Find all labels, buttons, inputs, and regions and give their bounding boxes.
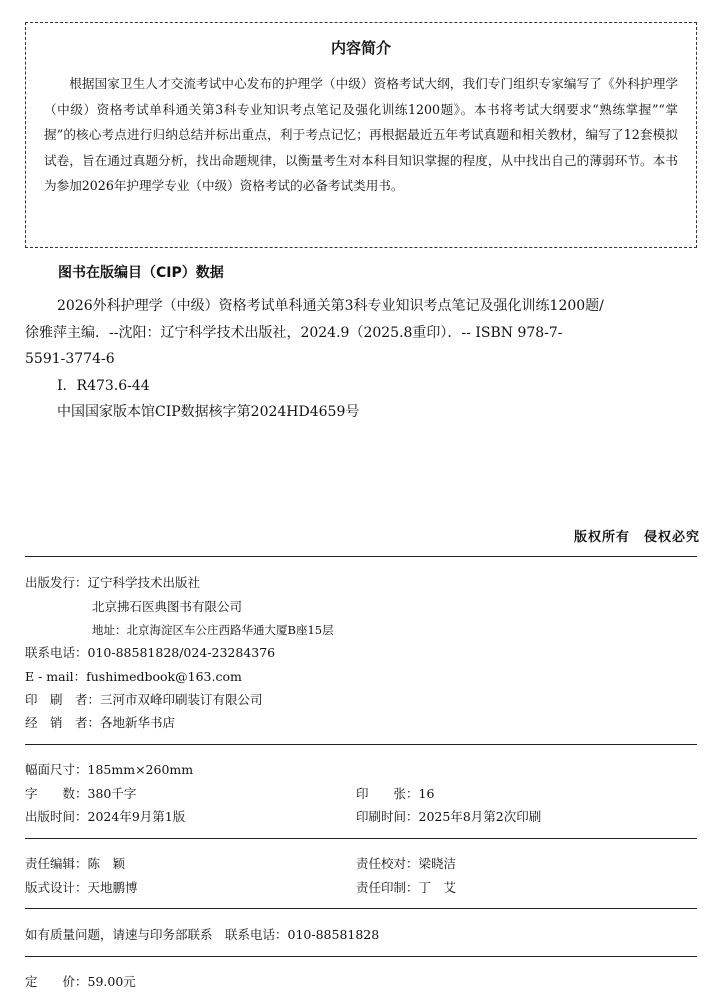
publisher-value: 辽宁科学技术出版社 bbox=[87, 575, 201, 590]
proof-label: 责任校对： bbox=[356, 856, 419, 871]
cip-line-4: Ⅰ．R473.6-44 bbox=[57, 377, 150, 394]
publisher-address: 地址：北京海淀区车公庄西路华通大厦B座15层 bbox=[92, 623, 334, 637]
divider bbox=[25, 908, 697, 909]
distributor-value: 各地新华书店 bbox=[100, 715, 176, 730]
words-row bbox=[25, 784, 136, 802]
copyright-notice: 版权所有 侵权必究 bbox=[573, 530, 700, 545]
summary-title: 内容简介 bbox=[330, 39, 391, 57]
phone-value: 010-88581828/024-23284376 bbox=[87, 645, 276, 660]
quality-notice: 如有质量问题，请速与印务部联系 联系电话：010-88581828 bbox=[25, 927, 380, 942]
cip-line-5: 中国国家版本馆CIP数据核字第2024HD4659号 bbox=[57, 404, 360, 420]
email-value: fushimedbook@163.com bbox=[86, 669, 242, 684]
distributor-row bbox=[25, 713, 175, 731]
divider bbox=[25, 744, 697, 745]
email-label: E - mail： bbox=[25, 669, 87, 684]
divider bbox=[25, 556, 697, 557]
printer-row bbox=[25, 690, 263, 708]
design-value: 天地鹏博 bbox=[87, 880, 138, 895]
cip-line-3: 5591-3774-6 bbox=[25, 351, 115, 367]
editor-row bbox=[25, 854, 125, 872]
print-resp-label: 责任印制： bbox=[356, 880, 419, 895]
printer-label: 印 刷 者： bbox=[25, 692, 101, 707]
divider bbox=[25, 956, 697, 957]
summary-text: 根据国家卫生人才交流考试中心发布的护理学（中级）资格考试大纲，我们专门组织专家编写了《外科护理学（中级）资格考试单科通关第3科专业知识考点笔记及强化训练1200题》。本书将考试大纲要求“熟练掌握”“掌握”的核心考点进行归纳总结并标出重点，利于考点记忆；再根据最近五年考试真题和相关教材，编写了12套模拟试卷，旨在通过真题分析，找出命题规律，以衡量考生对本科目知识掌握的程度，从中找出自己的薄弱环节。本书为参加2026年护理学专业（中级）资格考试的必备考试类用书。 bbox=[44, 76, 678, 193]
size-value: 185mm×260mm bbox=[87, 762, 194, 777]
print-resp-value: 丁 艾 bbox=[418, 880, 457, 895]
proof-row bbox=[356, 854, 456, 872]
design-label: 版式设计： bbox=[25, 880, 88, 895]
editor-label: 责任编辑： bbox=[25, 856, 88, 871]
publisher-label: 出版发行： bbox=[25, 575, 88, 590]
phone-label: 联系电话： bbox=[25, 645, 88, 660]
design-row bbox=[25, 878, 138, 896]
print-resp-row bbox=[356, 878, 456, 896]
sheets-label: 印 张： bbox=[356, 786, 419, 801]
sheets-value: 16 bbox=[418, 786, 435, 801]
pub-time-label: 出版时间： bbox=[25, 809, 88, 824]
divider bbox=[25, 838, 697, 839]
publisher-row bbox=[25, 573, 200, 591]
cip-heading: 图书在版编目（CIP）数据 bbox=[58, 265, 224, 281]
words-value: 380千字 bbox=[87, 786, 137, 801]
pub-time-row bbox=[25, 807, 185, 825]
cip-line-1: 2026外科护理学（中级）资格考试单科通关第3科专业知识考点笔记及强化训练1200题/ bbox=[57, 298, 604, 314]
price-label: 定 价： bbox=[25, 974, 88, 989]
sheets-row bbox=[356, 784, 434, 802]
price-value: 59.00元 bbox=[87, 974, 136, 989]
phone-row bbox=[25, 643, 275, 661]
cip-record bbox=[25, 293, 697, 426]
printer-value: 三河市双峰印刷装订有限公司 bbox=[100, 692, 263, 707]
print-time-row bbox=[356, 807, 541, 825]
size-label: 幅面尺寸： bbox=[25, 762, 88, 777]
size-row bbox=[25, 760, 193, 778]
proof-value: 梁晓洁 bbox=[418, 856, 457, 871]
cip-line-2: 徐雅萍主编．--沈阳：辽宁科学技术出版社，2024.9（2025.8重印）．-- ISBN 978-7- bbox=[25, 324, 563, 341]
pub-time-value: 2024年9月第1版 bbox=[87, 809, 186, 824]
distributor-label: 经 销 者： bbox=[25, 715, 101, 730]
print-time-label: 印刷时间： bbox=[356, 809, 419, 824]
co-publisher: 北京拂石医典图书有限公司 bbox=[92, 599, 243, 614]
words-label: 字 数： bbox=[25, 786, 88, 801]
email-row bbox=[25, 667, 242, 685]
summary-box bbox=[25, 22, 697, 248]
editor-value: 陈 颖 bbox=[87, 856, 126, 871]
price-row bbox=[25, 972, 136, 990]
print-time-value: 2025年8月第2次印刷 bbox=[418, 809, 542, 824]
